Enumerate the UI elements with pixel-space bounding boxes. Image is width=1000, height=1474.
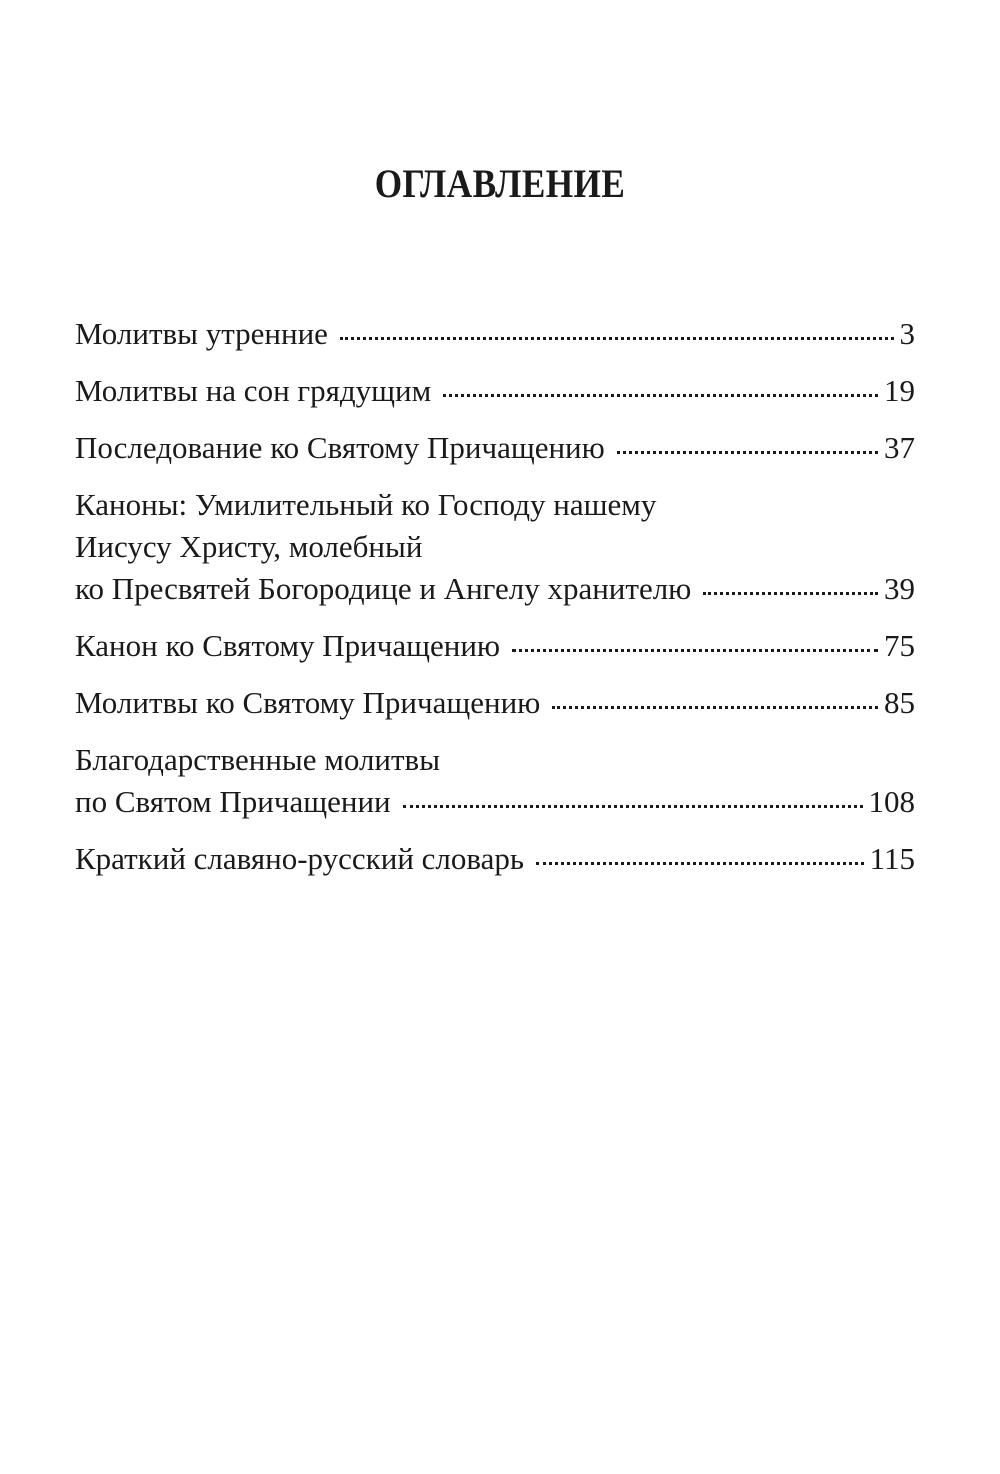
toc-entry-title-line: ко Пресвятей Богородице и Ангелу хранителю xyxy=(75,571,692,606)
toc-entry xyxy=(75,427,915,469)
toc-line xyxy=(75,370,915,412)
toc-entry-title: Молитвы ко Святому Причащению xyxy=(75,685,541,720)
toc-entry xyxy=(75,313,915,355)
dot-leader xyxy=(552,706,878,709)
dot-leader xyxy=(403,805,863,808)
toc-entry-title: Молитвы на сон грядущим xyxy=(75,373,432,408)
toc-line xyxy=(75,484,915,526)
toc-page-number: 37 xyxy=(884,430,915,465)
toc-page-number: 108 xyxy=(868,784,915,819)
dot-leader xyxy=(617,451,878,454)
dot-leader xyxy=(703,592,878,595)
toc-entry-title-line: Каноны: Умилительный ко Господу нашему xyxy=(75,487,657,522)
table-of-contents xyxy=(75,313,915,895)
dot-leader xyxy=(512,649,878,652)
toc-page-number: 19 xyxy=(884,373,915,408)
dot-leader xyxy=(340,337,894,340)
page-title: ОГЛАВЛЕНИЕ xyxy=(374,161,626,206)
toc-entry xyxy=(75,370,915,412)
toc-line xyxy=(75,313,915,355)
toc-line xyxy=(75,739,915,781)
toc-line xyxy=(75,838,915,880)
toc-entry-title-line: по Святом Причащении xyxy=(75,784,391,819)
toc-line xyxy=(75,526,915,568)
toc-page-number: 3 xyxy=(899,316,915,351)
toc-line xyxy=(75,568,915,610)
toc-entry xyxy=(75,739,915,823)
toc-page-number: 39 xyxy=(884,571,915,606)
dot-leader xyxy=(536,862,864,865)
toc-entry-title: Последование ко Святому Причащению xyxy=(75,430,605,465)
toc-line xyxy=(75,682,915,724)
toc-entry-title: Молитвы утренние xyxy=(75,316,328,351)
toc-line xyxy=(75,625,915,667)
toc-page-number: 115 xyxy=(869,841,915,876)
toc-entry-title-line: Благодарственные молитвы xyxy=(75,742,441,777)
toc-page-number: 85 xyxy=(884,685,915,720)
toc-entry-title-line: Иисусу Христу, молебный xyxy=(75,529,423,564)
toc-entry xyxy=(75,682,915,724)
toc-page-number: 75 xyxy=(884,628,915,663)
toc-entry-title: Краткий славяно-русский словарь xyxy=(75,841,525,876)
dot-leader xyxy=(443,394,878,397)
toc-line xyxy=(75,427,915,469)
toc-entry-title: Канон ко Святому Причащению xyxy=(75,628,501,663)
toc-entry xyxy=(75,838,915,880)
toc-line xyxy=(75,781,915,823)
toc-entry xyxy=(75,625,915,667)
toc-entry xyxy=(75,484,915,610)
